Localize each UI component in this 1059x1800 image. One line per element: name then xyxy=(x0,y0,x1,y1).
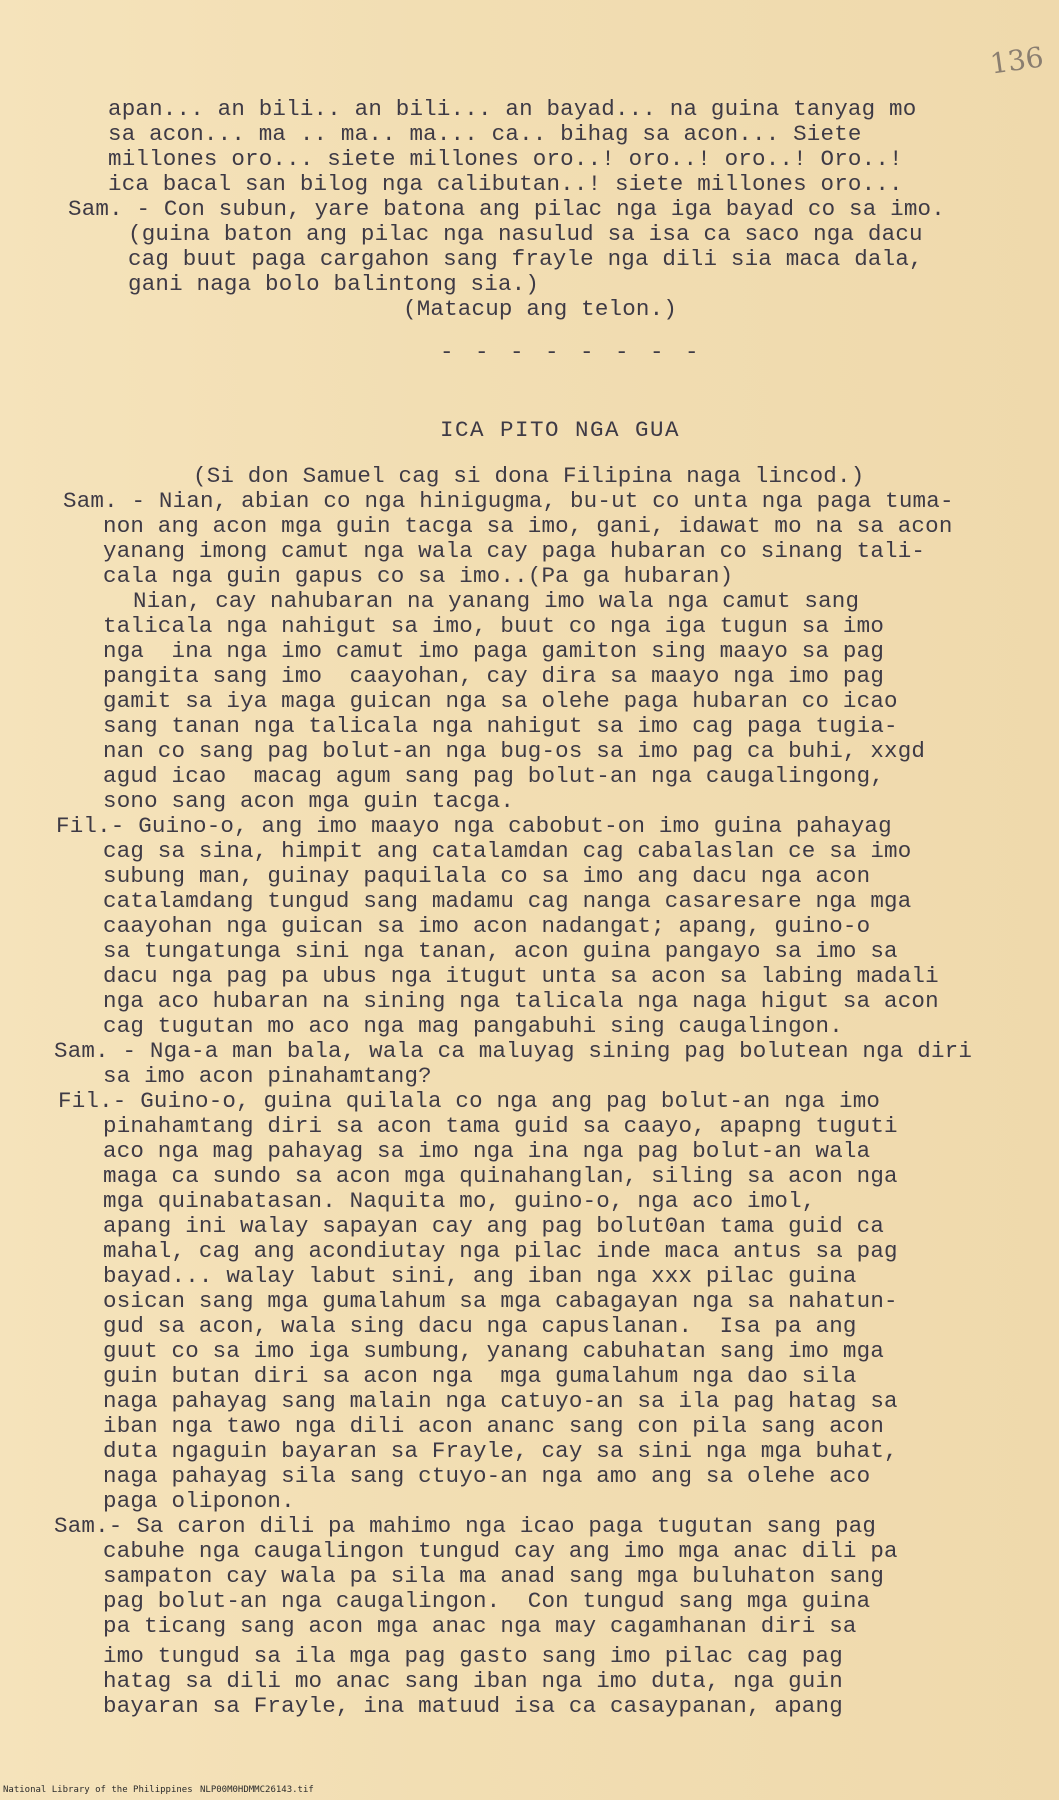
text-line: gani naga bolo balintong sia.) xyxy=(128,271,540,297)
dialogue-line: pa ticang sang acon mga anac nga may cagamhanan diri sa xyxy=(103,1613,857,1639)
dialogue-line: dacu nga pag pa ubus nga itugut unta sa acon sa labing madali xyxy=(103,963,939,989)
dialogue-line: sono sang acon mga guin tacga. xyxy=(103,788,515,814)
dialogue-line: cala nga guin gapus co sa imo..(Pa ga hubaran) xyxy=(103,563,734,589)
dialogue-line: pangita sang imo caayohan, cay dira sa maayo nga imo pag xyxy=(103,663,885,689)
dialogue-line: Nian, cay nahubaran na yanang imo wala nga camut sang xyxy=(133,588,860,614)
dialogue-line: sampaton cay wala pa sila ma anad sang mga buluhaton sang xyxy=(103,1563,885,1589)
dialogue-line: agud icao macag agum sang pag bolut-an nga caugalingong, xyxy=(103,763,885,789)
text-line: cag buut paga cargahon sang frayle nga dili sia maca dala, xyxy=(128,246,923,272)
dialogue-line: cabuhe nga caugalingon tungud cay ang imo mga anac dili pa xyxy=(103,1538,898,1564)
dialogue-line: imo tungud sa ila mga pag gasto sang imo pilac cag pag xyxy=(103,1643,843,1669)
dialogue-line: Sam. - Nga-a man bala, wala ca maluyag sining pag bolutean nga diri xyxy=(54,1038,973,1064)
stage-direction-curtain: (Matacup ang telon.) xyxy=(403,296,678,322)
dialogue-line: naga pahayag sang malain nga catuyo-an sa ila pag hatag sa xyxy=(103,1388,898,1414)
dialogue-line: bayaran sa Frayle, ina matuud isa ca casaypanan, apang xyxy=(103,1693,843,1719)
page-number-mark: 136 xyxy=(987,40,1046,81)
text-line: Sam. - Con subun, yare batona ang pilac nga iga bayad co sa imo. xyxy=(68,196,945,222)
dialogue-line: cag tugutan mo aco nga mag pangabuhi sing caugalingon. xyxy=(103,1013,843,1039)
footer-file-id: NLP00M0HDMMC26143.tif xyxy=(200,1785,314,1795)
dialogue-line: pinahamtang diri sa acon tama guid sa caayo, apapng tuguti xyxy=(103,1113,898,1139)
text-line: sa acon... ma .. ma.. ma... ca.. bihag sa acon... Siete xyxy=(108,121,862,147)
dialogue-line: Fil.- Guino-o, ang imo maayo nga cabobut-on imo guina pahayag xyxy=(56,813,892,839)
text-line: apan... an bili.. an bili... an bayad... na guina tanyag mo xyxy=(108,96,917,122)
dialogue-line: gud sa acon, wala sing dacu nga capuslanan. Isa pa ang xyxy=(103,1313,857,1339)
dialogue-line: naga pahayag sila sang ctuyo-an nga amo ang sa olehe aco xyxy=(103,1463,871,1489)
section-separator: - - - - - - - - xyxy=(440,339,703,365)
dialogue-line: iban nga tawo nga dili acon ananc sang con pila sang acon xyxy=(103,1413,885,1439)
dialogue-line: hatag sa dili mo anac sang iban nga imo duta, nga guin xyxy=(103,1668,843,1694)
dialogue-line: paga oliponon. xyxy=(103,1488,295,1514)
text-line: millones oro... siete millones oro..! oro..! oro..! Oro..! xyxy=(108,146,903,172)
dialogue-line: pag bolut-an nga caugalingon. Con tungud sang mga guina xyxy=(103,1588,871,1614)
text-line: ica bacal san bilog nga calibutan..! siete millones oro... xyxy=(108,171,903,197)
dialogue-line: nan co sang pag bolut-an nga bug-os sa imo pag ca buhi, xxgd xyxy=(103,738,926,764)
dialogue-line: nga aco hubaran na sining nga talicala nga naga higut sa acon xyxy=(103,988,939,1014)
scene-direction: (Si don Samuel cag si dona Filipina naga lincod.) xyxy=(193,463,865,489)
dialogue-line: aco nga mag pahayag sa imo nga ina nga pag bolut-an wala xyxy=(103,1138,871,1164)
dialogue-line: cag sa sina, himpit ang catalamdan cag cabalaslan ce sa imo xyxy=(103,838,912,864)
dialogue-line: nga ina nga imo camut imo paga gamiton sing maayo sa pag xyxy=(103,638,885,664)
dialogue-line: osican sang mga gumalahum sa mga cabagayan nga sa nahatun- xyxy=(103,1288,898,1314)
dialogue-line: mahal, cag ang acondiutay nga pilac inde maca antus sa pag xyxy=(103,1238,898,1264)
dialogue-line: Fil.- Guino-o, guina quilala co nga ang pag bolut-an nga imo xyxy=(58,1088,881,1114)
dialogue-line: Sam.- Sa caron dili pa mahimo nga icao paga tugutan sang pag xyxy=(54,1513,877,1539)
scene-title: ICA PITO NGA GUA xyxy=(440,417,681,443)
dialogue-line: bayad... walay labut sini, ang iban nga xxx pilac guina xyxy=(103,1263,857,1289)
dialogue-line: talicala nga nahigut sa imo, buut co nga iga tugun sa imo xyxy=(103,613,885,639)
dialogue-line: caayohan nga guican sa imo acon nadangat; apang, guino-o xyxy=(103,913,871,939)
dialogue-line: Sam. - Nian, abian co nga hinigugma, bu-ut co unta nga paga tuma- xyxy=(63,488,954,514)
dialogue-line: maga ca sundo sa acon mga quinahanglan, siling sa acon nga xyxy=(103,1163,898,1189)
dialogue-line: non ang acon mga guin tacga sa imo, gani, idawat mo na sa acon xyxy=(103,513,953,539)
dialogue-line: duta ngaguin bayaran sa Frayle, cay sa sini nga mga buhat, xyxy=(103,1438,898,1464)
dialogue-line: subung man, guinay paquilala co sa imo ang dacu nga acon xyxy=(103,863,871,889)
dialogue-line: yanang imong camut nga wala cay paga hubaran co sinang tali- xyxy=(103,538,926,564)
dialogue-line: guin butan diri sa acon nga mga gumalahum nga dao sila xyxy=(103,1363,857,1389)
dialogue-line: apang ini walay sapayan cay ang pag bolut0an tama guid ca xyxy=(103,1213,885,1239)
dialogue-line: sa imo acon pinahamtang? xyxy=(103,1063,432,1089)
dialogue-line: sa tungatunga sini nga tanan, acon guina pangayo sa imo sa xyxy=(103,938,898,964)
dialogue-line: sang tanan nga talicala nga nahigut sa imo cag paga tugia- xyxy=(103,713,898,739)
dialogue-line: mga quinabatasan. Naquita mo, guino-o, nga aco imol, xyxy=(103,1188,816,1214)
dialogue-line: catalamdang tungud sang madamu cag nanga casaresare nga mga xyxy=(103,888,912,914)
dialogue-line: guut co sa imo iga sumbung, yanang cabuhatan sang imo mga xyxy=(103,1338,885,1364)
text-line: (guina baton ang pilac nga nasulud sa isa ca saco nga dacu xyxy=(128,221,923,247)
footer-library-credit: National Library of the Philippines xyxy=(3,1785,193,1795)
dialogue-line: gamit sa iya maga guican nga sa olehe paga hubaran co icao xyxy=(103,688,898,714)
